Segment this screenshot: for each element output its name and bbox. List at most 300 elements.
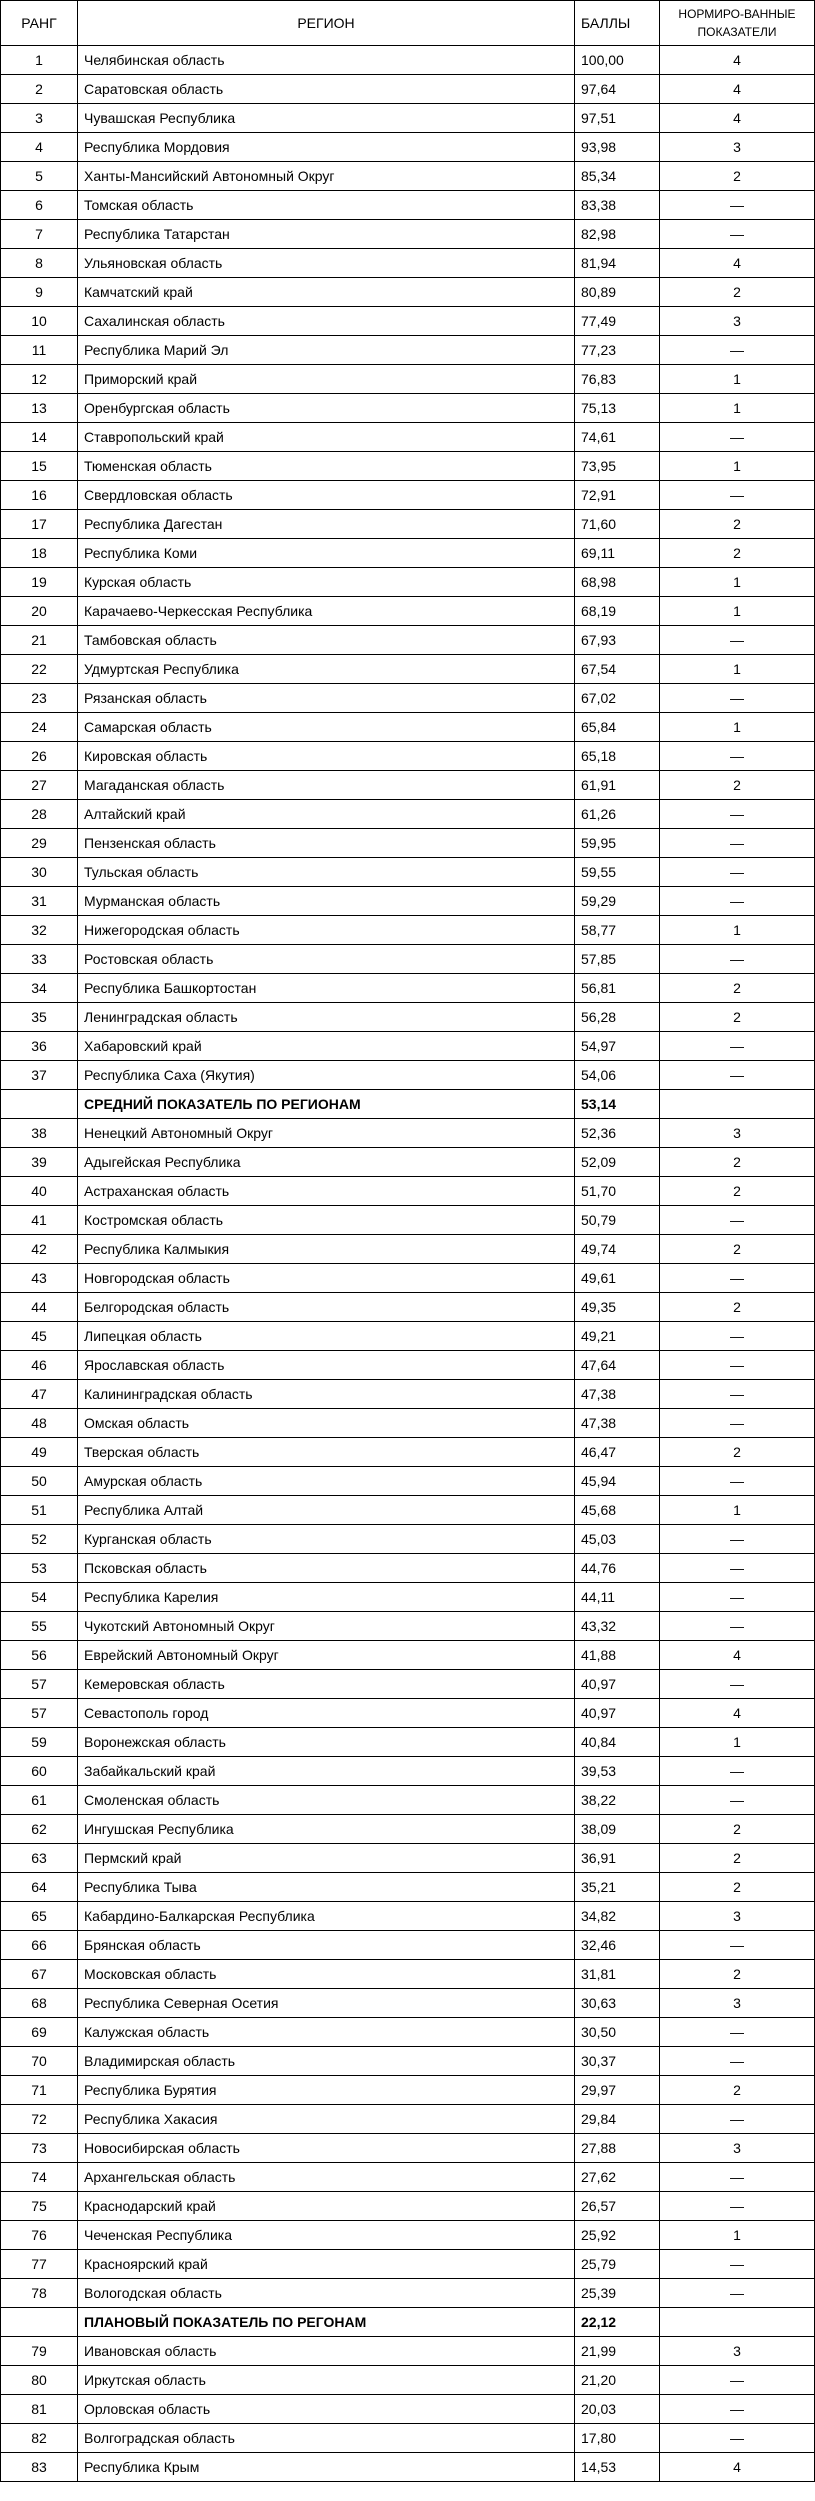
cell-norm: — (660, 2279, 815, 2308)
cell-score: 57,85 (575, 945, 660, 974)
table-row (1, 742, 815, 771)
cell-rank: 73 (1, 2134, 78, 2163)
table-row (1, 2134, 815, 2163)
table-row (1, 829, 815, 858)
cell-norm: 1 (660, 713, 815, 742)
cell-score: 14,53 (575, 2453, 660, 2482)
table-row (1, 2192, 815, 2221)
cell-region: Нижегородская область (78, 916, 575, 945)
cell-rank: 79 (1, 2337, 78, 2366)
cell-region: Белгородская область (78, 1293, 575, 1322)
table-row (1, 249, 815, 278)
cell-region: Адыгейская Республика (78, 1148, 575, 1177)
cell-rank: 13 (1, 394, 78, 423)
cell-rank: 64 (1, 1873, 78, 1902)
cell-region: Орловская область (78, 2395, 575, 2424)
cell-score: 75,13 (575, 394, 660, 423)
table-row (1, 800, 815, 829)
cell-norm: — (660, 1467, 815, 1496)
cell-norm: 2 (660, 1148, 815, 1177)
cell-norm: 2 (660, 1844, 815, 1873)
cell-score: 45,94 (575, 1467, 660, 1496)
cell-score: 59,95 (575, 829, 660, 858)
cell-region: Московская область (78, 1960, 575, 1989)
cell-rank: 55 (1, 1612, 78, 1641)
cell-rank: 20 (1, 597, 78, 626)
cell-region: Костромская область (78, 1206, 575, 1235)
cell-region: Чувашская Республика (78, 104, 575, 133)
cell-score: 49,35 (575, 1293, 660, 1322)
cell-rank: 53 (1, 1554, 78, 1583)
cell-norm: — (660, 220, 815, 249)
cell-region: Новгородская область (78, 1264, 575, 1293)
cell-score: 47,38 (575, 1409, 660, 1438)
cell-region: Омская область (78, 1409, 575, 1438)
table-row (1, 481, 815, 510)
cell-region: Республика Крым (78, 2453, 575, 2482)
cell-score: 45,03 (575, 1525, 660, 1554)
cell-norm: 2 (660, 1003, 815, 1032)
cell-rank: 4 (1, 133, 78, 162)
table-row (1, 1467, 815, 1496)
cell-region: Саратовская область (78, 75, 575, 104)
table-row (1, 2250, 815, 2279)
cell-norm: 3 (660, 133, 815, 162)
cell-rank: 24 (1, 713, 78, 742)
table-row (1, 1409, 815, 1438)
cell-region: Смоленская область (78, 1786, 575, 1815)
cell-score: 49,61 (575, 1264, 660, 1293)
cell-rank: 45 (1, 1322, 78, 1351)
table-row (1, 1119, 815, 1148)
table-row (1, 220, 815, 249)
cell-rank: 63 (1, 1844, 78, 1873)
cell-rank: 40 (1, 1177, 78, 1206)
cell-rank: 68 (1, 1989, 78, 2018)
table-row (1, 2105, 815, 2134)
cell-norm: — (660, 742, 815, 771)
cell-rank: 59 (1, 1728, 78, 1757)
cell-score: 68,98 (575, 568, 660, 597)
cell-norm: — (660, 1322, 815, 1351)
cell-region: Брянская область (78, 1931, 575, 1960)
cell-norm: — (660, 1670, 815, 1699)
cell-rank: 76 (1, 2221, 78, 2250)
table-row (1, 945, 815, 974)
summary-row (1, 2308, 815, 2337)
cell-score: 67,54 (575, 655, 660, 684)
cell-region: Ставропольский край (78, 423, 575, 452)
cell-rank: 74 (1, 2163, 78, 2192)
cell-rank: 28 (1, 800, 78, 829)
cell-norm: — (660, 1786, 815, 1815)
cell-score: 65,18 (575, 742, 660, 771)
table-row (1, 1960, 815, 1989)
cell-score: 100,00 (575, 46, 660, 75)
cell-rank: 66 (1, 1931, 78, 1960)
cell-region: Псковская область (78, 1554, 575, 1583)
cell-region: Кемеровская область (78, 1670, 575, 1699)
table-row (1, 1873, 815, 1902)
cell-norm: — (660, 1380, 815, 1409)
table-row (1, 858, 815, 887)
table-row (1, 1902, 815, 1931)
cell-region: Республика Коми (78, 539, 575, 568)
cell-rank: 61 (1, 1786, 78, 1815)
cell-rank: 5 (1, 162, 78, 191)
cell-norm: — (660, 2163, 815, 2192)
cell-score: 46,47 (575, 1438, 660, 1467)
cell-norm: 1 (660, 452, 815, 481)
cell-norm: — (660, 800, 815, 829)
cell-norm: 4 (660, 75, 815, 104)
cell-region: Республика Бурятия (78, 2076, 575, 2105)
cell-region: Республика Мордовия (78, 133, 575, 162)
cell-region: Камчатский край (78, 278, 575, 307)
cell-rank: 34 (1, 974, 78, 1003)
cell-score: 17,80 (575, 2424, 660, 2453)
cell-rank: 43 (1, 1264, 78, 1293)
table-row (1, 1612, 815, 1641)
cell-norm: 3 (660, 1989, 815, 2018)
table-row (1, 1061, 815, 1090)
cell-norm: — (660, 2192, 815, 2221)
cell-norm: — (660, 2250, 815, 2279)
cell-norm: 4 (660, 46, 815, 75)
cell-score: 85,34 (575, 162, 660, 191)
cell-region: Вологодская область (78, 2279, 575, 2308)
cell-region: Республика Дагестан (78, 510, 575, 539)
cell-region: Республика Саха (Якутия) (78, 1061, 575, 1090)
cell-rank: 77 (1, 2250, 78, 2279)
cell-score: 47,64 (575, 1351, 660, 1380)
table-row (1, 1148, 815, 1177)
cell-region: Чеченская Республика (78, 2221, 575, 2250)
cell-norm (660, 1090, 815, 1119)
cell-score: 67,93 (575, 626, 660, 655)
cell-score: 49,21 (575, 1322, 660, 1351)
cell-region: Новосибирская область (78, 2134, 575, 2163)
cell-region: Республика Татарстан (78, 220, 575, 249)
table-row (1, 539, 815, 568)
cell-rank: 42 (1, 1235, 78, 1264)
table-row (1, 1351, 815, 1380)
cell-region: Республика Северная Осетия (78, 1989, 575, 2018)
cell-region: Томская область (78, 191, 575, 220)
cell-score: 52,36 (575, 1119, 660, 1148)
cell-score: 31,81 (575, 1960, 660, 1989)
cell-score: 25,39 (575, 2279, 660, 2308)
cell-score: 53,14 (575, 1090, 660, 1119)
cell-score: 56,28 (575, 1003, 660, 1032)
table-row (1, 1032, 815, 1061)
cell-region: Владимирская область (78, 2047, 575, 2076)
cell-region: Ленинградская область (78, 1003, 575, 1032)
cell-norm: — (660, 2105, 815, 2134)
cell-region: Республика Алтай (78, 1496, 575, 1525)
table-row (1, 104, 815, 133)
cell-region: Ненецкий Автономный Округ (78, 1119, 575, 1148)
cell-region: Тульская область (78, 858, 575, 887)
cell-rank: 49 (1, 1438, 78, 1467)
cell-region: Калининградская область (78, 1380, 575, 1409)
cell-region: Волгоградская область (78, 2424, 575, 2453)
cell-norm: — (660, 1554, 815, 1583)
cell-rank: 30 (1, 858, 78, 887)
cell-norm: — (660, 2395, 815, 2424)
cell-norm: — (660, 481, 815, 510)
cell-norm: — (660, 423, 815, 452)
cell-rank: 46 (1, 1351, 78, 1380)
table-row (1, 2047, 815, 2076)
cell-rank (1, 1090, 78, 1119)
table-row (1, 1670, 815, 1699)
cell-region: Ростовская область (78, 945, 575, 974)
cell-region: Архангельская область (78, 2163, 575, 2192)
cell-score: 56,81 (575, 974, 660, 1003)
table-row (1, 597, 815, 626)
cell-rank: 29 (1, 829, 78, 858)
table-row (1, 1844, 815, 1873)
cell-region: Кировская область (78, 742, 575, 771)
cell-region: Челябинская область (78, 46, 575, 75)
table-row (1, 2366, 815, 2395)
cell-norm: 2 (660, 1960, 815, 1989)
table-row (1, 423, 815, 452)
cell-region: Республика Тыва (78, 1873, 575, 1902)
cell-norm: 2 (660, 1177, 815, 1206)
cell-norm: 4 (660, 2453, 815, 2482)
cell-rank: 36 (1, 1032, 78, 1061)
cell-norm: 1 (660, 916, 815, 945)
header-row (1, 1, 815, 46)
cell-norm: — (660, 1931, 815, 1960)
cell-rank: 52 (1, 1525, 78, 1554)
cell-rank: 16 (1, 481, 78, 510)
cell-region: Магаданская область (78, 771, 575, 800)
cell-norm: 1 (660, 365, 815, 394)
cell-score: 26,57 (575, 2192, 660, 2221)
cell-score: 36,91 (575, 1844, 660, 1873)
cell-score: 68,19 (575, 597, 660, 626)
cell-norm: — (660, 887, 815, 916)
cell-rank: 33 (1, 945, 78, 974)
cell-rank: 81 (1, 2395, 78, 2424)
cell-score: 72,91 (575, 481, 660, 510)
cell-norm: 2 (660, 1873, 815, 1902)
cell-region: Еврейский Автономный Округ (78, 1641, 575, 1670)
cell-rank: 10 (1, 307, 78, 336)
cell-norm: 2 (660, 1815, 815, 1844)
cell-score: 71,60 (575, 510, 660, 539)
cell-norm: 1 (660, 597, 815, 626)
cell-region: Пермский край (78, 1844, 575, 1873)
cell-score: 82,98 (575, 220, 660, 249)
cell-region: Курганская область (78, 1525, 575, 1554)
table-row (1, 1177, 815, 1206)
table-row (1, 655, 815, 684)
cell-rank: 71 (1, 2076, 78, 2105)
cell-norm: 3 (660, 2337, 815, 2366)
cell-rank: 83 (1, 2453, 78, 2482)
cell-norm: — (660, 1757, 815, 1786)
table-row (1, 307, 815, 336)
table-row (1, 133, 815, 162)
cell-norm: 2 (660, 510, 815, 539)
table-row (1, 336, 815, 365)
cell-norm: — (660, 1206, 815, 1235)
cell-rank: 27 (1, 771, 78, 800)
cell-rank: 11 (1, 336, 78, 365)
cell-score: 44,76 (575, 1554, 660, 1583)
cell-region: Удмуртская Республика (78, 655, 575, 684)
cell-score: 41,88 (575, 1641, 660, 1670)
cell-rank: 69 (1, 2018, 78, 2047)
cell-rank: 41 (1, 1206, 78, 1235)
table-row (1, 1554, 815, 1583)
cell-score: 52,09 (575, 1148, 660, 1177)
cell-score: 27,88 (575, 2134, 660, 2163)
summary-row (1, 1090, 815, 1119)
cell-rank: 7 (1, 220, 78, 249)
cell-rank: 9 (1, 278, 78, 307)
cell-score: 61,26 (575, 800, 660, 829)
cell-score: 34,82 (575, 1902, 660, 1931)
table-row (1, 1815, 815, 1844)
cell-score: 50,79 (575, 1206, 660, 1235)
cell-region: Мурманская область (78, 887, 575, 916)
cell-rank: 1 (1, 46, 78, 75)
table-row (1, 1525, 815, 1554)
cell-rank: 32 (1, 916, 78, 945)
cell-score: 30,63 (575, 1989, 660, 2018)
cell-score: 74,61 (575, 423, 660, 452)
cell-region: Тамбовская область (78, 626, 575, 655)
cell-region: Ульяновская область (78, 249, 575, 278)
cell-region: Ингушская Республика (78, 1815, 575, 1844)
cell-score: 35,21 (575, 1873, 660, 1902)
cell-region: Ивановская область (78, 2337, 575, 2366)
cell-score: 54,97 (575, 1032, 660, 1061)
cell-score: 29,84 (575, 2105, 660, 2134)
table-row (1, 2424, 815, 2453)
cell-rank: 57 (1, 1670, 78, 1699)
cell-rank: 82 (1, 2424, 78, 2453)
table-row (1, 2076, 815, 2105)
cell-region: Республика Калмыкия (78, 1235, 575, 1264)
table-row (1, 452, 815, 481)
cell-score: 97,64 (575, 75, 660, 104)
cell-rank: 56 (1, 1641, 78, 1670)
cell-region: ПЛАНОВЫЙ ПОКАЗАТЕЛЬ ПО РЕГОНАМ (78, 2308, 575, 2337)
cell-score: 69,11 (575, 539, 660, 568)
table-row (1, 1206, 815, 1235)
cell-norm: — (660, 1032, 815, 1061)
table-row (1, 568, 815, 597)
cell-rank: 67 (1, 1960, 78, 1989)
cell-score: 44,11 (575, 1583, 660, 1612)
cell-score: 21,20 (575, 2366, 660, 2395)
cell-region: Севастополь город (78, 1699, 575, 1728)
cell-region: Краснодарский край (78, 2192, 575, 2221)
cell-region: Ярославская область (78, 1351, 575, 1380)
cell-rank: 60 (1, 1757, 78, 1786)
cell-rank: 65 (1, 1902, 78, 1931)
table-row (1, 1989, 815, 2018)
cell-score: 40,97 (575, 1670, 660, 1699)
cell-norm: 3 (660, 307, 815, 336)
cell-norm: 4 (660, 249, 815, 278)
table-row (1, 1786, 815, 1815)
cell-norm: — (660, 2018, 815, 2047)
cell-score: 77,23 (575, 336, 660, 365)
cell-rank (1, 2308, 78, 2337)
cell-norm: — (660, 684, 815, 713)
table-row (1, 1235, 815, 1264)
table-row (1, 46, 815, 75)
cell-region: Республика Башкортостан (78, 974, 575, 1003)
cell-rank: 78 (1, 2279, 78, 2308)
cell-score: 30,50 (575, 2018, 660, 2047)
table-row (1, 1293, 815, 1322)
cell-score: 22,12 (575, 2308, 660, 2337)
cell-score: 97,51 (575, 104, 660, 133)
table-row (1, 2453, 815, 2482)
cell-region: Липецкая область (78, 1322, 575, 1351)
cell-rank: 62 (1, 1815, 78, 1844)
cell-score: 40,97 (575, 1699, 660, 1728)
cell-norm: 2 (660, 771, 815, 800)
cell-norm: — (660, 829, 815, 858)
cell-region: Забайкальский край (78, 1757, 575, 1786)
cell-score: 83,38 (575, 191, 660, 220)
cell-region: Алтайский край (78, 800, 575, 829)
cell-region: Хабаровский край (78, 1032, 575, 1061)
cell-score: 39,53 (575, 1757, 660, 1786)
cell-norm: 2 (660, 278, 815, 307)
table-row (1, 2395, 815, 2424)
cell-rank: 31 (1, 887, 78, 916)
cell-norm: — (660, 1351, 815, 1380)
table-row (1, 394, 815, 423)
cell-rank: 17 (1, 510, 78, 539)
cell-score: 80,89 (575, 278, 660, 307)
cell-norm: 4 (660, 104, 815, 133)
header-region: РЕГИОН (78, 1, 575, 46)
cell-rank: 72 (1, 2105, 78, 2134)
cell-norm: 3 (660, 2134, 815, 2163)
cell-rank: 8 (1, 249, 78, 278)
cell-norm: 2 (660, 1235, 815, 1264)
cell-rank: 38 (1, 1119, 78, 1148)
table-row (1, 626, 815, 655)
cell-norm: — (660, 2047, 815, 2076)
cell-score: 32,46 (575, 1931, 660, 1960)
cell-region: Республика Хакасия (78, 2105, 575, 2134)
table-row (1, 278, 815, 307)
cell-score: 38,09 (575, 1815, 660, 1844)
table-row (1, 1380, 815, 1409)
cell-region: Оренбургская область (78, 394, 575, 423)
cell-norm: 2 (660, 1293, 815, 1322)
cell-rank: 51 (1, 1496, 78, 1525)
cell-norm: 3 (660, 1119, 815, 1148)
cell-norm: 4 (660, 1641, 815, 1670)
cell-region: Иркутская область (78, 2366, 575, 2395)
cell-score: 81,94 (575, 249, 660, 278)
cell-region: Свердловская область (78, 481, 575, 510)
cell-region: Приморский край (78, 365, 575, 394)
